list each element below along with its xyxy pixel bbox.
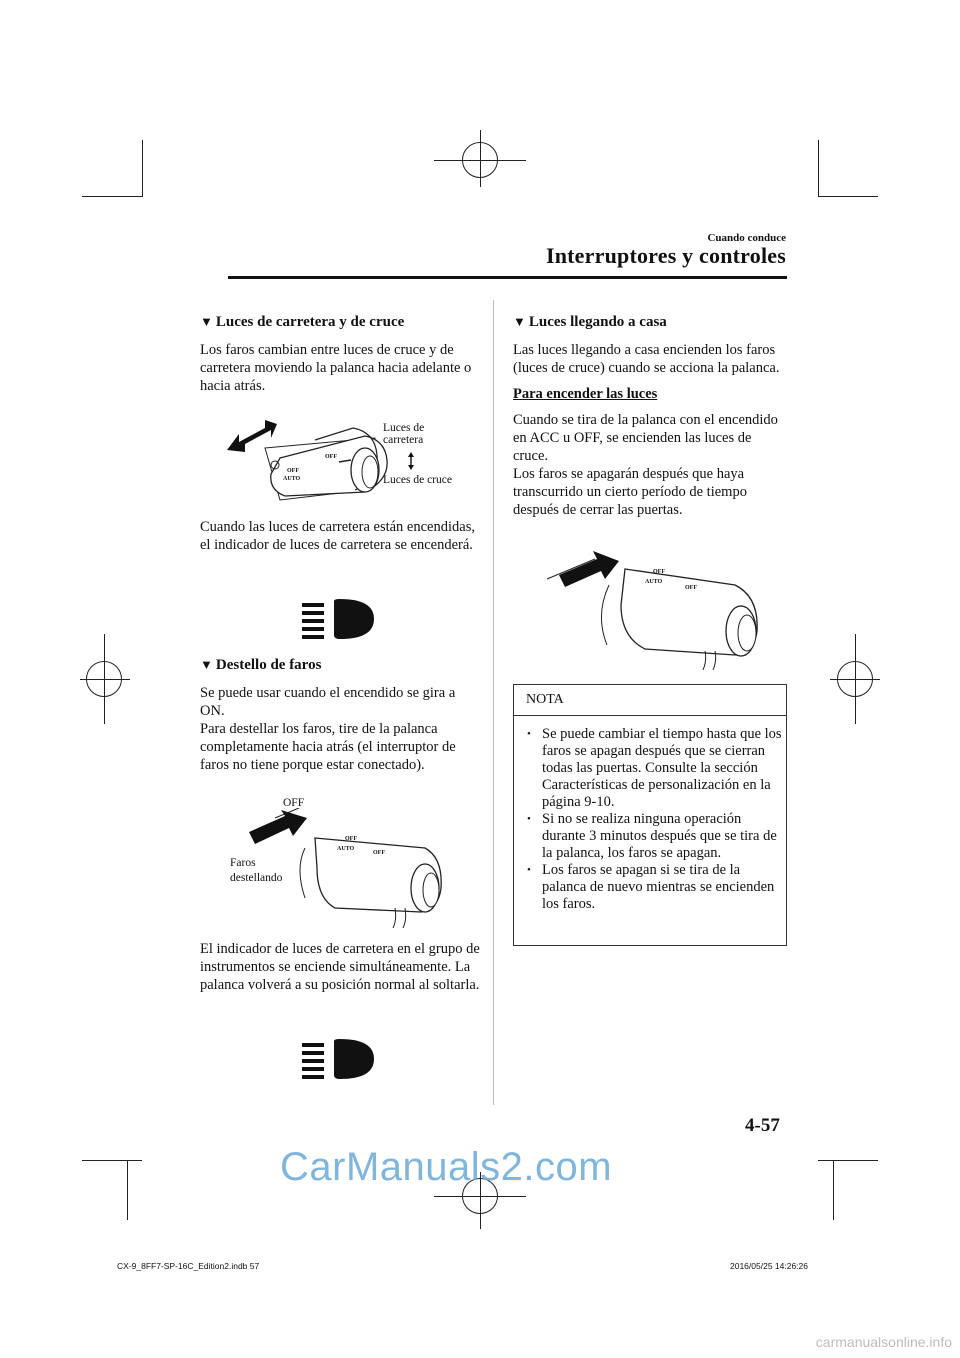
label-flash: Faros destellando: [230, 857, 283, 884]
header-rule: [228, 276, 787, 279]
section-coming-home-lights: [513, 313, 787, 519]
section-label: Cuando conduce: [707, 232, 786, 244]
note-list: [514, 726, 786, 913]
paragraph: Los faros se apagarán después que haya transcurrido un cierto período de tiempo después de cerrar las puertas.: [513, 466, 747, 518]
paragraph: Las luces llegando a casa encienden los faros (luces de cruce) cuando se acciona la palanca.: [513, 342, 780, 376]
section-headlight-flash: [200, 656, 480, 774]
high-beam-indicator-icon: [300, 597, 378, 641]
watermark-text: carmanualsonline.info: [815, 1334, 952, 1350]
footer-filename: CX-9_8FF7-SP-16C_Edition2.indb 57: [117, 1261, 260, 1271]
svg-text:AUTO: AUTO: [337, 846, 355, 852]
list-item: • Los faros se apagan si se tira de la palanca de nuevo mientras se encienden los faros.: [524, 862, 782, 913]
section-title: [513, 313, 787, 331]
column-divider: [493, 300, 494, 1105]
footer-timestamp: 2016/05/25 14:26:26: [730, 1261, 808, 1271]
label-high-beam: Luces de carretera: [383, 422, 425, 446]
section-high-low-beams: [200, 313, 480, 395]
svg-text:OFF: OFF: [653, 569, 665, 575]
svg-text:AUTO: AUTO: [645, 579, 663, 585]
section-title-text: Luces de carretera y de cruce: [215, 314, 405, 330]
section-title: [200, 656, 480, 674]
triangle-icon: ▼: [513, 314, 526, 329]
lever-switch-illustration: [545, 545, 775, 670]
svg-text:OFF: OFF: [325, 454, 337, 460]
paragraph: Cuando se tira de la palanca con el encendido en ACC u OFF, se encienden las luces de cruce.: [513, 412, 778, 464]
svg-text:AUTO: AUTO: [283, 476, 301, 482]
lever-switch-illustration: [225, 400, 465, 510]
watermark-logo: CarManuals2.com: [280, 1145, 613, 1189]
section-title-text: Destello de faros: [215, 657, 322, 673]
note-box: [513, 684, 787, 946]
paragraph: El indicador de luces de carretera en el grupo de instrumentos se enciende simultáneamente. La palanca volverá a su posición normal al soltarla.: [200, 941, 480, 993]
note-heading: NOTA: [514, 685, 786, 716]
label-low-beam: Luces de cruce: [383, 474, 452, 486]
paragraph: Los faros cambian entre luces de cruce y de carretera moviendo la palanca hacia adelante o hacia atrás.: [200, 342, 472, 394]
svg-text:OFF: OFF: [345, 836, 357, 842]
paragraph: Para destellar los faros, tire de la palanca completamente hacia atrás (el interruptor de faros no tiene porque estar conectado).: [200, 721, 456, 773]
label-off: OFF: [283, 797, 305, 809]
svg-text:OFF: OFF: [373, 850, 385, 856]
high-beam-indicator-icon: [300, 1037, 378, 1081]
svg-text:OFF: OFF: [287, 468, 299, 474]
list-item: • Se puede cambiar el tiempo hasta que los faros se apagan después que se cierran todas las puertas. Consulte la sección Características de personalización en la página 9-10.: [524, 726, 782, 811]
subsection-title: Para encender las luces: [513, 386, 658, 402]
page-title: Interruptores y controles: [545, 243, 786, 268]
list-item: • Si no se realiza ninguna operación durante 3 minutos después que se tira de la palanca, los faros se apagan.: [524, 811, 782, 862]
svg-text:OFF: OFF: [685, 585, 697, 591]
paragraph: Se puede usar cuando el encendido se gira a ON.: [200, 685, 456, 719]
double-arrow-icon: [405, 452, 417, 470]
paragraph-block: [200, 518, 480, 554]
section-title-text: Luces llegando a casa: [528, 314, 667, 330]
paragraph-block: [200, 940, 480, 994]
paragraph: Cuando las luces de carretera están encendidas, el indicador de luces de carretera se encenderá.: [200, 519, 475, 553]
triangle-icon: ▼: [200, 657, 213, 672]
triangle-icon: ▼: [200, 314, 213, 329]
page-number: 4-57: [745, 1115, 780, 1136]
section-title: [200, 313, 480, 331]
